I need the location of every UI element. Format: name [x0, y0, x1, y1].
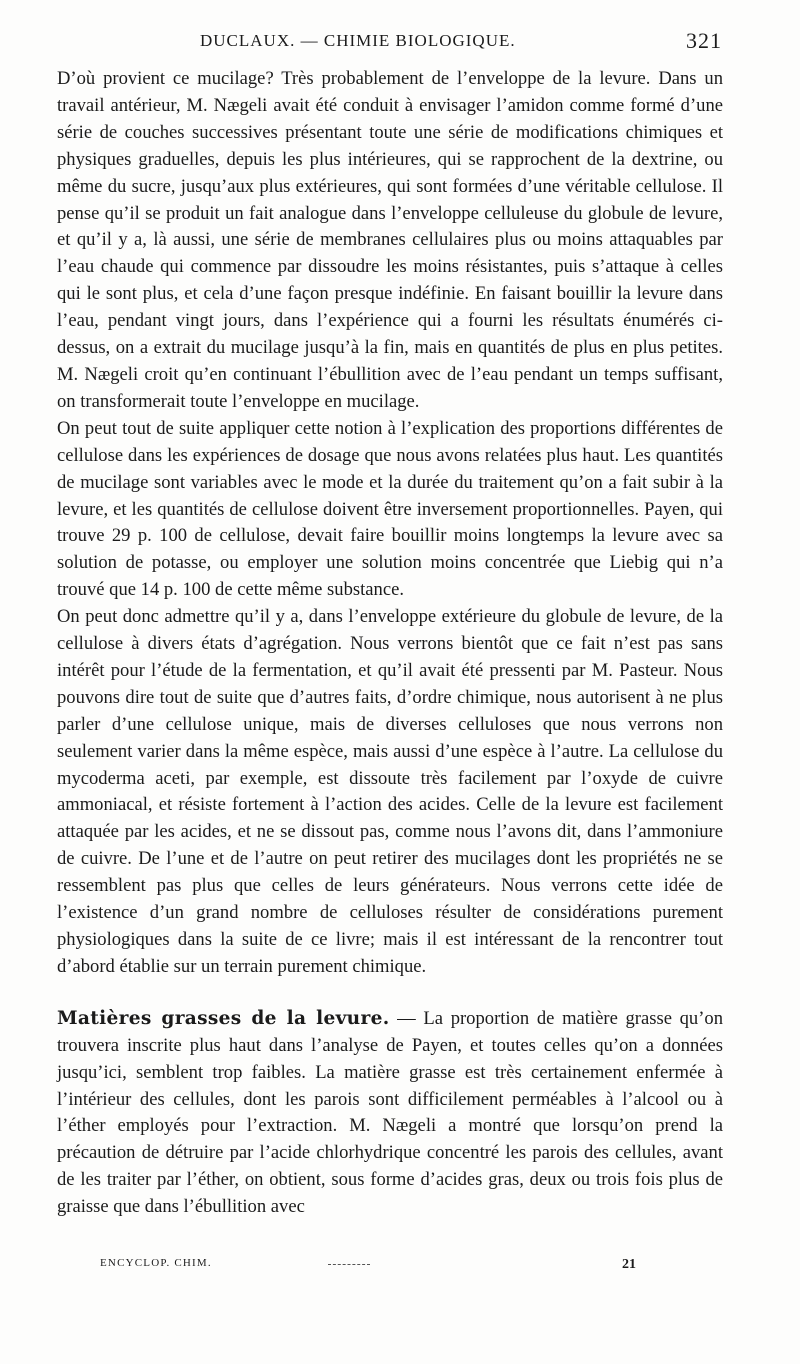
section-heading: Matières grasses de la levure.: [57, 1007, 390, 1029]
section-text: — La proportion de matière grasse qu’on trouvera inscrite plus haut dans l’analyse de Payen, et toutes celles qu’on a données jusqu’ici, semblent trop faibles. La matière grasse est très certainement enfermée à l’intérieur des cellules, dont les parois sont difficilement perméables à l’alcool ou à l’éther employés pour l’extraction. M. Nægeli a montré que lorsqu’on prend la précaution de détruire par l’acide chlorhydrique concentré les parois des cellules, avant de les traiter par l’éther, on obtient, sous forme d’acides gras, deux ou trois fois plus de graisse que dans l’ébullition avec: [57, 1007, 723, 1218]
printer-mark: [328, 1264, 370, 1266]
paragraph-cellulose-states: On peut donc admettre qu’il y a, dans l’enveloppe extérieure du globule de levure, de la cellulose à divers états d’agrégation. Nous verrons bientôt que ce fait n’est pas sans intérêt pour l’étude de la fermentation, et qu’il avait été pressenti par M. Pasteur. Nous pouvons dire tout de suite que d’autres faits, d’ordre chimique, nous autorisent à ne plus parler d’une cellulose unique, mais de diverses celluloses que nous verrons non seulement varier dans la même espèce, mais aussi d’une espèce à l’autre. La cellulose du mycoderma aceti, par exemple, est dissoute très facilement par l’oxyde de cuivre ammoniacal, et résiste fortement à l’action des acides. Celle de la levure est facilement attaquée par les acides, et ne se dissout pas, comme nous l’avons dit, dans l’ammoniure de cuivre. De l’une et de l’autre on peut retirer des mucilages dont les propriétés ne se ressemblent pas plus que celles de leurs générateurs. Nous verrons cette idée de l’existence d’un grand nombre de celluloses résulter de considérations purement physiologiques dans la suite de ce livre; mais il est intéressant de la rencontrer tout d’abord établie sur un terrain purement chimique.: [57, 606, 723, 977]
paragraph-cellulose-proportions: On peut tout de suite appliquer cette notion à l’explication des proportions différentes de cellulose dans les expériences de dosage que nous avons relatées plus haut. Les quantités de mucilage sont variables avec le mode et la durée du traitement qu’on a fait subir à la levure, et les quantités de cellulose doivent être inversement proportionnelles. Payen, qui trouve 29 p. 100 de cellulose, devait faire bouillir moins longtemps la levure avec sa solution de potasse, ou employer une solution moins concentrée que Liebig qui n’a trouvé que 14 p. 100 de cette même substance.: [57, 417, 723, 601]
section-fats: [57, 1006, 723, 1221]
running-header: [200, 28, 740, 56]
signature-mark-text: ENCYCLOP. CHIM.: [100, 1257, 212, 1269]
page-number: 321: [686, 28, 722, 53]
sheet-number: 21: [622, 1257, 636, 1272]
running-title: DUCLAUX. — CHIMIE BIOLOGIQUE.: [200, 31, 516, 50]
page-footer: [100, 1255, 660, 1279]
body-text: [57, 66, 723, 1221]
paragraph-mucilage-origin: D’où provient ce mucilage? Très probablement de l’enveloppe de la levure. Dans un travail antérieur, M. Nægeli avait été conduit à envisager l’amidon comme formé d’une série de couches successives présentant toute une série de modifications chimiques et physiques graduelles, depuis les plus intérieures, qui se rapprochent de la dextrine, ou même du sucre, jusqu’aux plus extérieures, qui sont formées d’une véritable cellulose. Il pense qu’il se produit un fait analogue dans l’enveloppe celluleuse du globule de levure, et qu’il y a, là aussi, une série de membranes cellulaires plus ou moins attaquables par l’eau chaude qui commence par dissoudre les moins résistantes, puis s’attaque à celles qui le sont plus, et cela d’une façon presque indéfinie. En faisant bouillir la levure dans l’eau, pendant vingt jours, dans l’expérience qui a fourni les résultats énumérés ci-dessus, on a extrait du mucilage jusqu’à la fin, mais en quantités de plus en plus petites. M. Nægeli croit qu’en continuant l’ébullition avec de l’eau pendant un temps suffisant, on transformerait toute l’enveloppe en mucilage.: [57, 68, 723, 412]
